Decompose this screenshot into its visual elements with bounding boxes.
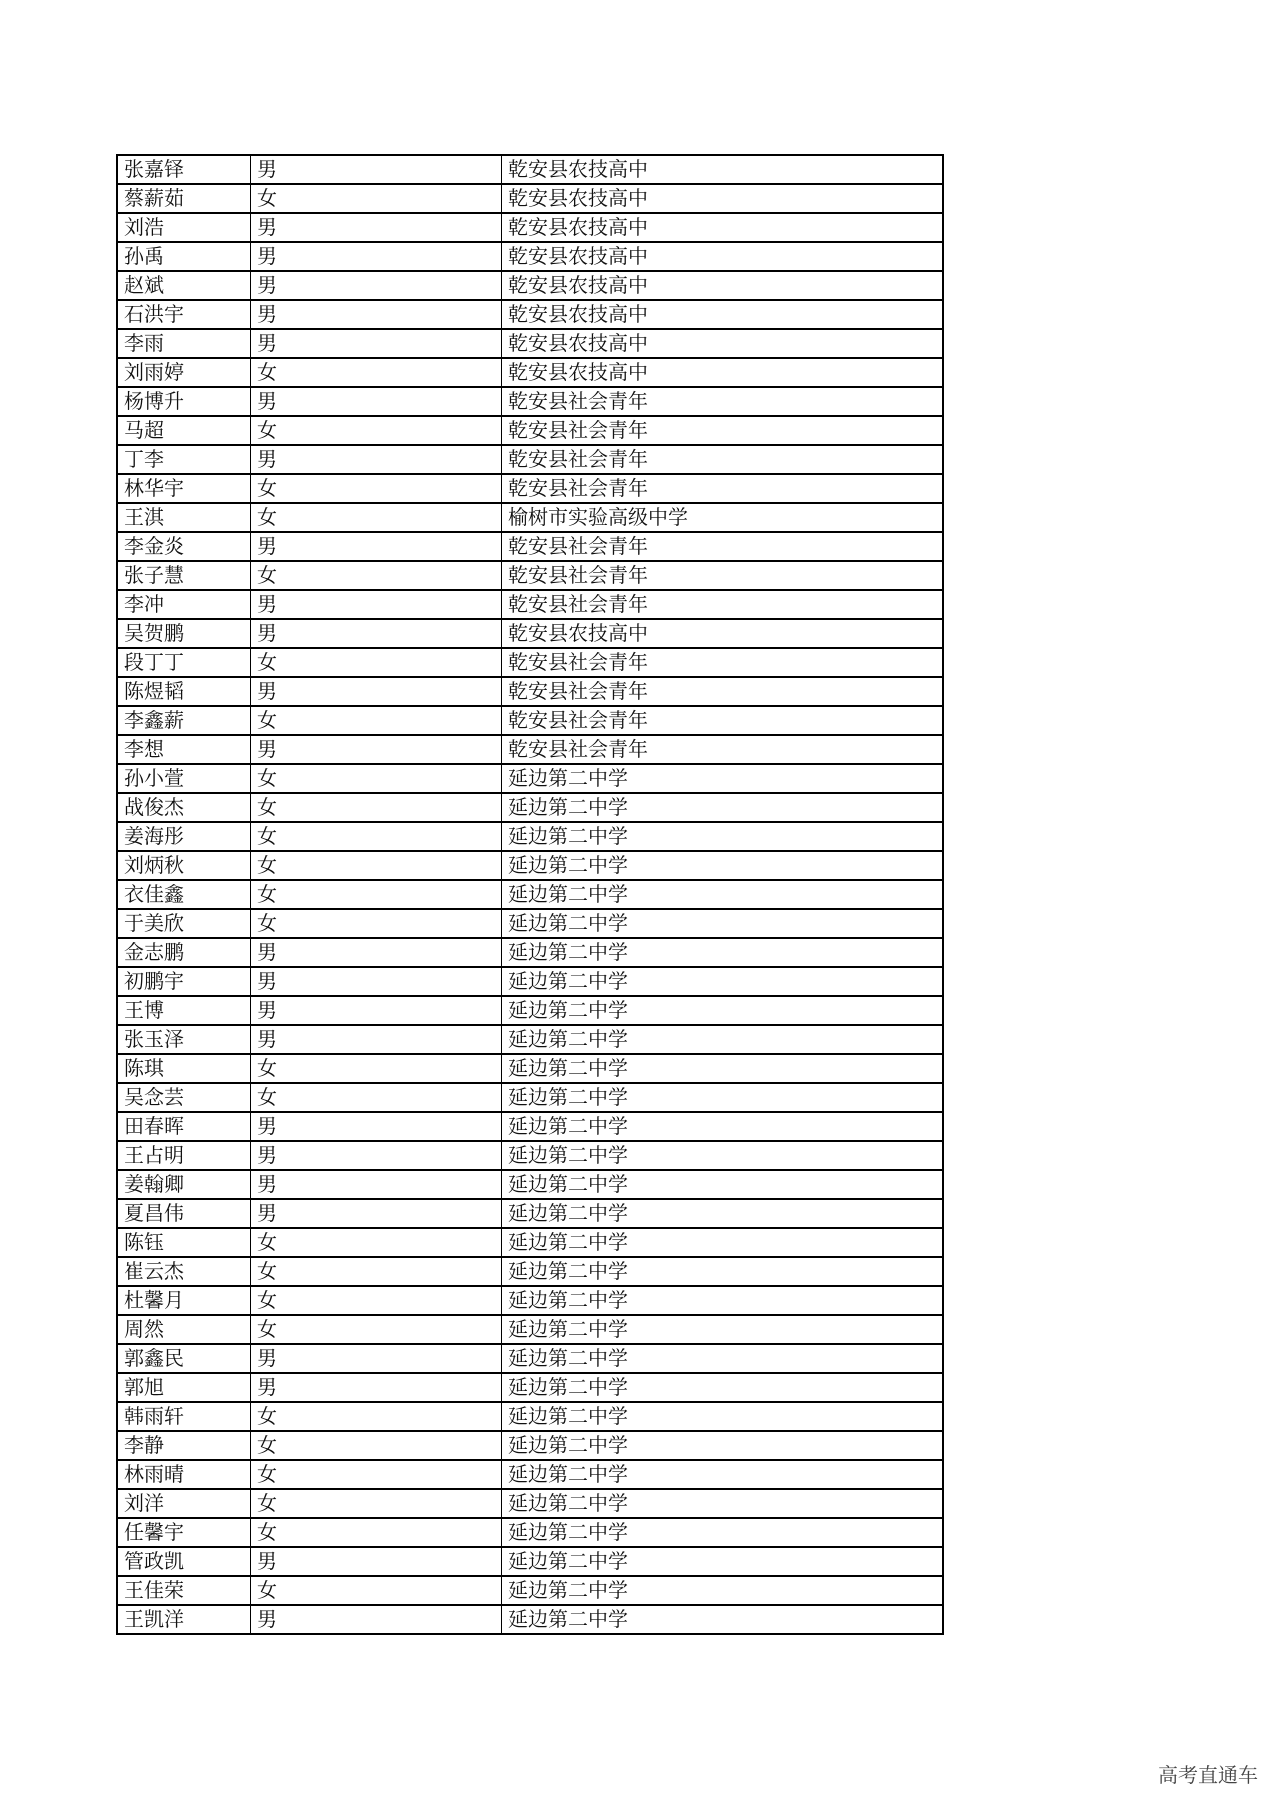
school-cell: 榆树市实验高级中学 [502,503,944,532]
table-row [117,387,943,416]
student-name-cell: 林华宇 [117,474,251,503]
gender-cell: 女 [251,1431,502,1460]
table-row [117,706,943,735]
table-row [117,416,943,445]
student-name-cell: 王占明 [117,1141,251,1170]
table-row [117,619,943,648]
table-row [117,1431,943,1460]
student-name-cell: 马超 [117,416,251,445]
student-name-cell: 段丁丁 [117,648,251,677]
student-name-cell: 衣佳鑫 [117,880,251,909]
school-cell: 乾安县社会青年 [502,735,944,764]
table-row [117,1518,943,1547]
table-row [117,1228,943,1257]
gender-cell: 女 [251,1315,502,1344]
table-row [117,1373,943,1402]
gender-cell: 女 [251,358,502,387]
school-cell: 延边第二中学 [502,1489,944,1518]
school-cell: 延边第二中学 [502,1054,944,1083]
student-name-cell: 张玉泽 [117,1025,251,1054]
school-cell: 延边第二中学 [502,967,944,996]
school-cell: 乾安县社会青年 [502,387,944,416]
school-cell: 延边第二中学 [502,996,944,1025]
school-cell: 延边第二中学 [502,851,944,880]
school-cell: 延边第二中学 [502,1257,944,1286]
table-row [117,329,943,358]
school-cell: 延边第二中学 [502,1315,944,1344]
school-cell: 延边第二中学 [502,880,944,909]
table-row [117,213,943,242]
table-row [117,1170,943,1199]
table-row [117,1257,943,1286]
student-name-cell: 周然 [117,1315,251,1344]
gender-cell: 女 [251,880,502,909]
gender-cell: 女 [251,1228,502,1257]
table-row [117,677,943,706]
gender-cell: 男 [251,300,502,329]
gender-cell: 男 [251,1141,502,1170]
gender-cell: 女 [251,1402,502,1431]
student-name-cell: 张嘉铎 [117,155,251,184]
school-cell: 乾安县社会青年 [502,532,944,561]
student-name-cell: 刘雨婷 [117,358,251,387]
student-name-cell: 郭鑫民 [117,1344,251,1373]
school-cell: 延边第二中学 [502,1605,944,1634]
table-row [117,996,943,1025]
gender-cell: 男 [251,445,502,474]
table-row [117,793,943,822]
school-cell: 延边第二中学 [502,1228,944,1257]
student-name-cell: 王淇 [117,503,251,532]
school-cell: 乾安县农技高中 [502,271,944,300]
school-cell: 乾安县农技高中 [502,329,944,358]
school-cell: 乾安县社会青年 [502,648,944,677]
table-row [117,503,943,532]
student-name-cell: 吴念芸 [117,1083,251,1112]
student-name-cell: 李鑫薪 [117,706,251,735]
gender-cell: 女 [251,648,502,677]
watermark: 高考直通车 [1158,1763,1258,1787]
table-row [117,851,943,880]
gender-cell: 女 [251,706,502,735]
student-name-cell: 杜馨月 [117,1286,251,1315]
gender-cell: 男 [251,967,502,996]
student-name-cell: 金志鹏 [117,938,251,967]
school-cell: 延边第二中学 [502,1344,944,1373]
table-row [117,822,943,851]
student-name-cell: 战俊杰 [117,793,251,822]
table-row [117,1576,943,1605]
school-cell: 延边第二中学 [502,1199,944,1228]
school-cell: 延边第二中学 [502,1170,944,1199]
gender-cell: 男 [251,271,502,300]
school-cell: 乾安县农技高中 [502,155,944,184]
gender-cell: 男 [251,735,502,764]
student-name-cell: 田春晖 [117,1112,251,1141]
table-row [117,1547,943,1576]
student-name-cell: 杨博升 [117,387,251,416]
school-cell: 乾安县农技高中 [502,619,944,648]
table-row [117,938,943,967]
gender-cell: 女 [251,764,502,793]
student-name-cell: 林雨晴 [117,1460,251,1489]
school-cell: 乾安县社会青年 [502,677,944,706]
gender-cell: 男 [251,590,502,619]
table-row [117,1315,943,1344]
student-name-cell: 于美欣 [117,909,251,938]
school-cell: 延边第二中学 [502,1518,944,1547]
gender-cell: 女 [251,1518,502,1547]
school-cell: 乾安县社会青年 [502,416,944,445]
school-cell: 乾安县农技高中 [502,184,944,213]
gender-cell: 女 [251,184,502,213]
student-name-cell: 李静 [117,1431,251,1460]
gender-cell: 女 [251,1576,502,1605]
school-cell: 乾安县农技高中 [502,213,944,242]
school-cell: 延边第二中学 [502,822,944,851]
student-name-cell: 李金炎 [117,532,251,561]
table-row [117,1054,943,1083]
gender-cell: 女 [251,1489,502,1518]
student-name-cell: 任馨宇 [117,1518,251,1547]
gender-cell: 女 [251,1054,502,1083]
school-cell: 延边第二中学 [502,1083,944,1112]
school-cell: 延边第二中学 [502,1431,944,1460]
roster-body [117,155,943,1634]
table-row [117,1344,943,1373]
student-name-cell: 张子慧 [117,561,251,590]
school-cell: 延边第二中学 [502,1141,944,1170]
student-name-cell: 王博 [117,996,251,1025]
gender-cell: 女 [251,1460,502,1489]
table-row [117,1025,943,1054]
school-cell: 乾安县社会青年 [502,590,944,619]
table-row [117,1605,943,1634]
gender-cell: 女 [251,561,502,590]
gender-cell: 女 [251,793,502,822]
table-row [117,590,943,619]
table-row [117,1286,943,1315]
school-cell: 延边第二中学 [502,1286,944,1315]
table-row [117,155,943,184]
student-name-cell: 夏昌伟 [117,1199,251,1228]
school-cell: 延边第二中学 [502,1402,944,1431]
table-row [117,300,943,329]
gender-cell: 女 [251,503,502,532]
student-name-cell: 吴贺鹏 [117,619,251,648]
gender-cell: 女 [251,822,502,851]
student-name-cell: 崔云杰 [117,1257,251,1286]
table-row [117,532,943,561]
table-row [117,445,943,474]
gender-cell: 男 [251,329,502,358]
student-name-cell: 孙小萱 [117,764,251,793]
student-name-cell: 刘洋 [117,1489,251,1518]
gender-cell: 男 [251,1605,502,1634]
table-row [117,184,943,213]
student-name-cell: 丁李 [117,445,251,474]
school-cell: 乾安县社会青年 [502,445,944,474]
student-name-cell: 陈钰 [117,1228,251,1257]
table-row [117,735,943,764]
student-name-cell: 李雨 [117,329,251,358]
school-cell: 延边第二中学 [502,1025,944,1054]
student-name-cell: 初鹏宇 [117,967,251,996]
gender-cell: 男 [251,1112,502,1141]
student-name-cell: 王佳荣 [117,1576,251,1605]
table-row [117,1489,943,1518]
table-row [117,1402,943,1431]
table-row [117,358,943,387]
gender-cell: 女 [251,1286,502,1315]
table-row [117,967,943,996]
table-row [117,271,943,300]
table-row [117,648,943,677]
gender-cell: 女 [251,909,502,938]
table-row [117,880,943,909]
gender-cell: 男 [251,1344,502,1373]
school-cell: 乾安县社会青年 [502,706,944,735]
gender-cell: 女 [251,1257,502,1286]
gender-cell: 女 [251,474,502,503]
gender-cell: 男 [251,938,502,967]
student-name-cell: 赵斌 [117,271,251,300]
gender-cell: 男 [251,1025,502,1054]
table-row [117,764,943,793]
student-name-cell: 郭旭 [117,1373,251,1402]
gender-cell: 女 [251,851,502,880]
student-name-cell: 管政凯 [117,1547,251,1576]
gender-cell: 男 [251,242,502,271]
table-row [117,1199,943,1228]
school-cell: 延边第二中学 [502,938,944,967]
gender-cell: 男 [251,996,502,1025]
student-name-cell: 蔡薪茹 [117,184,251,213]
school-cell: 延边第二中学 [502,1112,944,1141]
school-cell: 乾安县社会青年 [502,474,944,503]
school-cell: 乾安县社会青年 [502,561,944,590]
gender-cell: 男 [251,155,502,184]
roster-table [116,154,944,1635]
student-name-cell: 李想 [117,735,251,764]
table-row [117,1083,943,1112]
school-cell: 延边第二中学 [502,1460,944,1489]
gender-cell: 男 [251,677,502,706]
school-cell: 延边第二中学 [502,793,944,822]
student-name-cell: 石洪宇 [117,300,251,329]
gender-cell: 男 [251,213,502,242]
gender-cell: 男 [251,1547,502,1576]
table-row [117,909,943,938]
gender-cell: 女 [251,1083,502,1112]
table-row [117,1460,943,1489]
school-cell: 延边第二中学 [502,1373,944,1402]
student-name-cell: 刘炳秋 [117,851,251,880]
student-name-cell: 姜海彤 [117,822,251,851]
student-name-cell: 姜翰卿 [117,1170,251,1199]
student-name-cell: 孙禹 [117,242,251,271]
school-cell: 延边第二中学 [502,1576,944,1605]
table-row [117,1141,943,1170]
school-cell: 乾安县农技高中 [502,300,944,329]
student-name-cell: 刘浩 [117,213,251,242]
student-name-cell: 陈煜韬 [117,677,251,706]
gender-cell: 男 [251,1373,502,1402]
gender-cell: 女 [251,416,502,445]
school-cell: 乾安县农技高中 [502,358,944,387]
school-cell: 乾安县农技高中 [502,242,944,271]
gender-cell: 男 [251,619,502,648]
student-name-cell: 王凯洋 [117,1605,251,1634]
gender-cell: 男 [251,1170,502,1199]
student-name-cell: 李冲 [117,590,251,619]
student-name-cell: 陈琪 [117,1054,251,1083]
table-row [117,1112,943,1141]
gender-cell: 男 [251,532,502,561]
table-row [117,561,943,590]
student-name-cell: 韩雨轩 [117,1402,251,1431]
table-row [117,242,943,271]
table-row [117,474,943,503]
school-cell: 延边第二中学 [502,764,944,793]
school-cell: 延边第二中学 [502,1547,944,1576]
gender-cell: 男 [251,387,502,416]
school-cell: 延边第二中学 [502,909,944,938]
gender-cell: 男 [251,1199,502,1228]
